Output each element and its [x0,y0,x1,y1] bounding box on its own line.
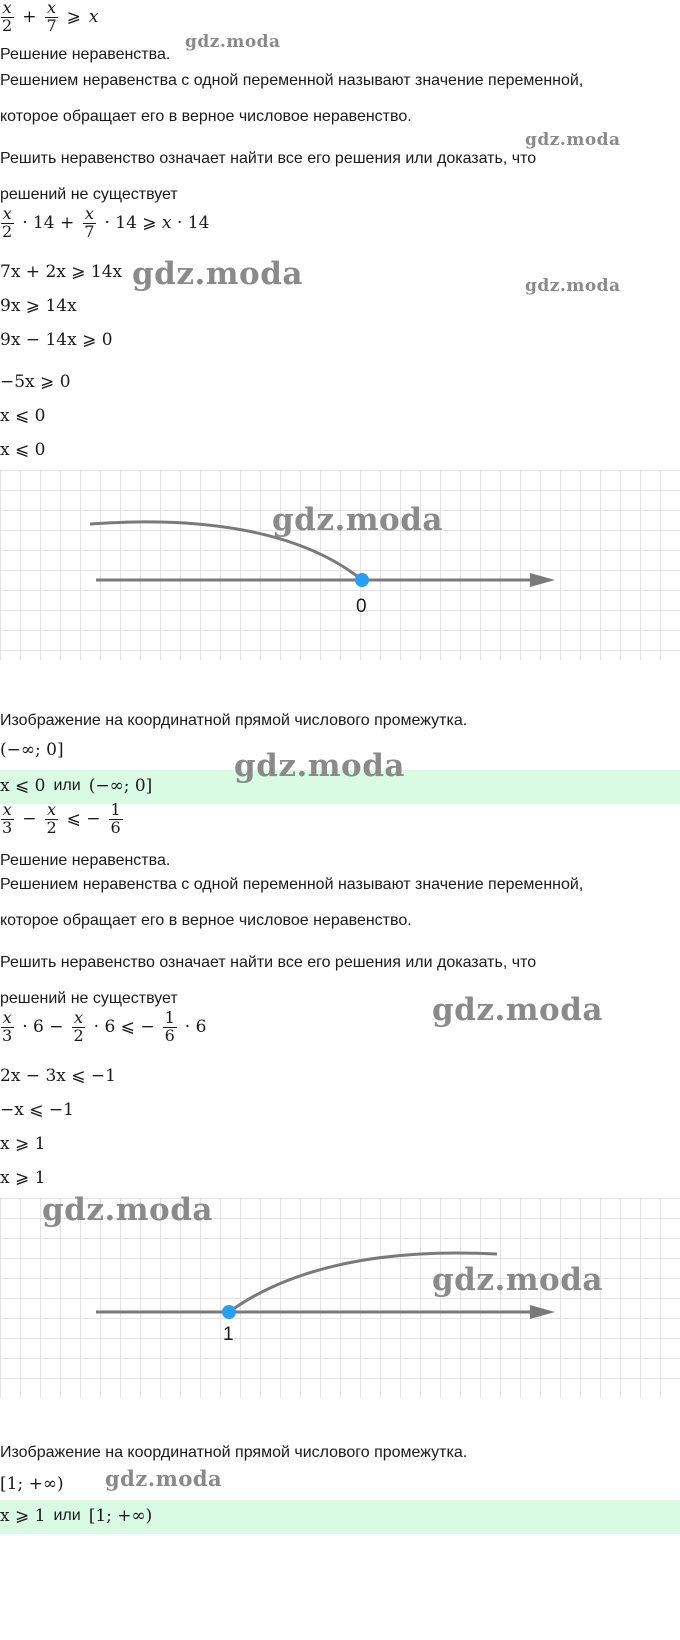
problem2-definition-line1: Решением неравенства с одной переменной называют значение переменной, [0,876,584,893]
problem1-step7: x ⩽ 0 [0,440,46,460]
problem2-definition-line2: которое обращает его в верное числовое неравенство. [0,912,412,929]
problem1-step1: $\frac{x}{2}$ · 14 + $\frac{x}{7}$ · 14 ⩾ x · 14 [2,204,210,241]
watermark: gdz.moda [525,130,621,150]
problem1-point [355,573,369,587]
problem2-step4: x ⩾ 1 [0,1134,46,1154]
problem1-definition-line1: Решением неравенства с одной переменной называют значение переменной, [0,72,584,89]
problem1-step5: −5x ⩾ 0 [0,372,71,392]
problem2-axis-arrow [530,1305,555,1319]
problem2-step3: −x ⩽ −1 [0,1100,74,1120]
problem1-definition-line2: которое обращает его в верное числовое неравенство. [0,108,412,125]
problem2-heading: Решение неравенства. [0,852,171,869]
problem1-number-line [0,470,680,660]
problem1-answer [0,776,152,796]
problem2-answer [0,1506,152,1526]
watermark: gdz.moda [132,256,303,292]
watermark: gdz.moda [432,1262,603,1298]
problem1-step2: 7x + 2x ⩾ 14x [0,262,123,282]
problem1-statement: $\frac{x}{2}$ + $\frac{x}{7}$ ⩾ x [2,0,99,35]
problem2-answer-interval: [1; +∞) [88,1506,153,1526]
problem2-step5: x ⩾ 1 [0,1168,46,1188]
problem1-interval: (−∞; 0] [0,740,64,760]
watermark: gdz.moda [272,502,443,538]
problem2-number-line [0,1198,680,1398]
problem2-interval: [1; +∞) [0,1474,64,1494]
watermark: gdz.moda [432,992,603,1028]
problem2-answer-or: или [53,1507,81,1524]
problem2-caption: Изображение на координатной прямой числового промежутка. [0,1444,468,1461]
problem1-definition2-line1: Решить неравенство означает найти все его решения или доказать, что [0,150,537,167]
problem2-step1: $\frac{x}{3}$ · 6 − $\frac{x}{2}$ · 6 ⩽ − $\frac{1}{6}$ · 6 [2,1008,207,1045]
problem2-point [222,1305,236,1319]
problem1-point-label: 0 [356,596,367,617]
problem1-step3: 9x ⩾ 14x [0,296,77,316]
watermark: gdz.moda [42,1192,213,1228]
problem2-definition2-line1: Решить неравенство означает найти все его решения или доказать, что [0,954,537,971]
problem1-answer-or: или [53,777,81,794]
problem1-heading: Решение неравенства. [0,46,171,63]
watermark: gdz.moda [185,32,281,52]
problem1-caption: Изображение на координатной прямой числового промежутка. [0,712,468,729]
problem2-step2: 2x − 3x ⩽ −1 [0,1066,116,1086]
problem1-definition2-line2: решений не существует [0,186,178,203]
problem2-statement: $\frac{x}{3}$ − $\frac{x}{2}$ ⩽ − $\frac{1}{6}$ [2,800,121,837]
problem2-point-label: 1 [223,1324,234,1345]
problem1-answer-interval: (−∞; 0] [88,776,153,796]
problem1-axis-arrow [530,573,555,587]
problem2-answer-inequality: x ⩾ 1 [0,1506,46,1526]
problem1-step4: 9x − 14x ⩾ 0 [0,330,113,350]
watermark: gdz.moda [234,748,405,784]
problem1-step6: x ⩽ 0 [0,406,46,426]
watermark: gdz.moda [105,1466,223,1491]
problem2-definition2-line2: решений не существует [0,990,178,1007]
problem1-answer-inequality: x ⩽ 0 [0,776,46,796]
watermark: gdz.moda [525,276,621,296]
